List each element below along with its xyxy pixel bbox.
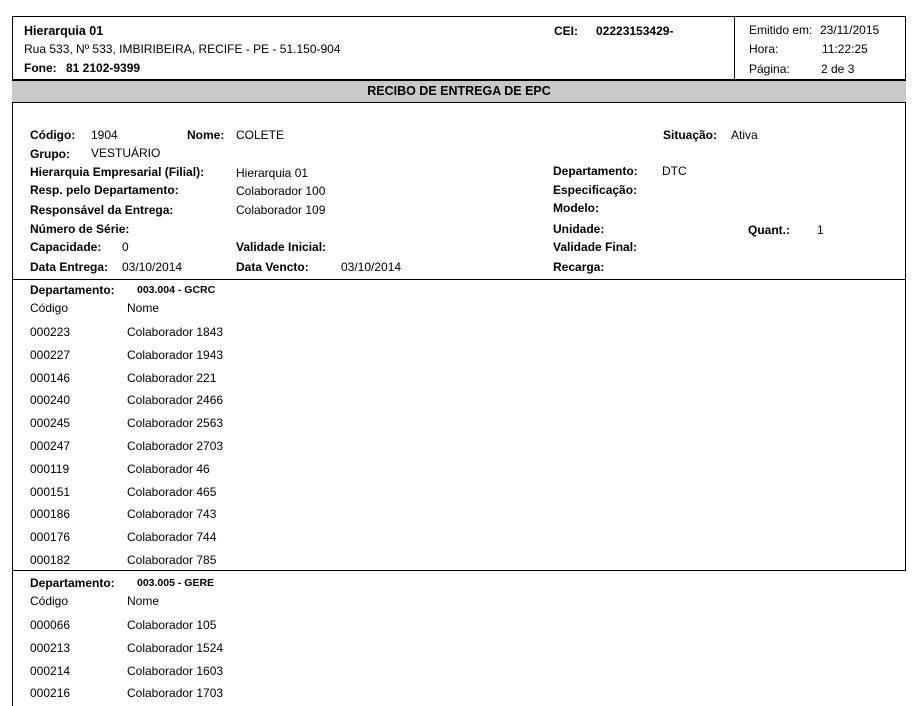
hierarquia-value: Hierarquia 01 <box>236 166 309 180</box>
phone-label: Fone: <box>24 61 57 75</box>
employee-name: Colaborador 465 <box>127 484 217 499</box>
pagina-value: 2 de 3 <box>821 62 855 76</box>
phone-value: 81 2102-9399 <box>66 61 141 75</box>
nome-label: Nome: <box>187 128 225 142</box>
employee-name: Colaborador 46 <box>127 461 210 476</box>
nome-value: COLETE <box>236 128 285 142</box>
column-header-name: Nome <box>127 301 160 315</box>
resp-depto-value: Colaborador 100 <box>236 184 326 198</box>
column-header-code: Código <box>30 301 69 315</box>
dept1-right-border <box>905 280 906 571</box>
employee-name: Colaborador 221 <box>127 370 217 385</box>
employee-name: Colaborador 2703 <box>127 439 224 453</box>
department-name: 003.005 - GERE <box>137 577 215 589</box>
employee-code: 000151 <box>30 484 71 499</box>
employee-name: Colaborador 2563 <box>127 416 224 431</box>
cei-value: 02223153429- <box>596 24 674 38</box>
employee-code: 000146 <box>30 370 71 385</box>
details-bottom-rule <box>12 279 906 280</box>
modelo-label: Modelo: <box>553 201 599 215</box>
employee-code: 000216 <box>30 686 71 701</box>
employee-code: 000213 <box>30 640 71 655</box>
report-title-bar <box>12 80 906 103</box>
data-entrega-label: Data Entrega: <box>30 260 109 274</box>
employee-name: Colaborador 105 <box>127 618 217 632</box>
employee-name: Colaborador 1524 <box>127 640 224 655</box>
hierarquia-label: Hierarquia Empresarial (Filial): <box>30 165 205 179</box>
column-header-name: Nome <box>127 594 160 608</box>
company-address: Rua 533, Nº 533, IMBIRIBEIRA, RECIFE - PE - 51.150-904 <box>24 42 341 56</box>
unidade-label: Unidade: <box>553 222 605 236</box>
employee-code: 000176 <box>30 530 71 545</box>
departamento-label: Departamento: <box>553 164 638 178</box>
employee-code: 000186 <box>30 507 71 522</box>
validade-final-label: Validade Final: <box>553 240 638 254</box>
employee-name: Colaborador 2466 <box>127 393 224 408</box>
situacao-value: Ativa <box>731 128 758 142</box>
employee-name: Colaborador 1603 <box>127 663 224 678</box>
body-left-border <box>12 103 13 706</box>
employee-code: 000214 <box>30 663 71 678</box>
recarga-label: Recarga: <box>553 260 605 274</box>
pagina-label: Página: <box>749 62 790 76</box>
resp-entrega-label: Responsável da Entrega: <box>30 203 174 217</box>
column-header-code: Código <box>30 594 69 608</box>
hora-value: 11:22:25 <box>822 42 868 56</box>
hora-label: Hora: <box>749 42 779 56</box>
data-vencto-value: 03/10/2014 <box>341 260 402 274</box>
employee-name: Colaborador 1843 <box>127 325 224 339</box>
employee-name: Colaborador 743 <box>127 507 217 522</box>
employee-code: 000240 <box>30 393 71 408</box>
header-divider <box>734 16 735 80</box>
employee-code: 000119 <box>30 461 70 476</box>
employee-code: 000245 <box>30 416 71 431</box>
grupo-label: Grupo: <box>30 147 70 161</box>
capacidade-value: 0 <box>122 240 129 254</box>
employee-name: Colaborador 744 <box>127 530 217 545</box>
validade-inicial-label: Validade Inicial: <box>236 240 327 254</box>
department-label: Departamento: <box>30 283 115 297</box>
employee-code: 000227 <box>30 347 71 362</box>
grupo-value: VESTUÁRIO <box>91 146 161 160</box>
company-name: Hierarquia 01 <box>24 24 104 38</box>
emitido-value: 23/11/2015 <box>820 23 880 37</box>
situacao-label: Situação: <box>663 128 718 142</box>
codigo-label: Código: <box>30 128 76 142</box>
employee-code: 000182 <box>30 553 71 567</box>
departamento-value: DTC <box>662 164 687 178</box>
department-name: 003.004 - GCRC <box>137 284 216 296</box>
body-right-border <box>905 103 906 280</box>
codigo-value: 1904 <box>91 128 118 142</box>
quant-value: 1 <box>817 223 824 237</box>
data-vencto-label: Data Vencto: <box>236 260 309 274</box>
capacidade-label: Capacidade: <box>30 240 102 254</box>
dept1-bottom-rule <box>12 570 906 571</box>
employee-code: 000223 <box>30 325 71 339</box>
emitido-label: Emitido em: <box>749 23 813 37</box>
quant-label: Quant.: <box>748 223 790 237</box>
employee-code: 000066 <box>30 618 71 632</box>
report-title: RECIBO DE ENTREGA DE EPC <box>367 84 551 98</box>
employee-name: Colaborador 785 <box>127 553 217 567</box>
resp-depto-label: Resp. pelo Departamento: <box>30 183 179 197</box>
data-entrega-value: 03/10/2014 <box>122 260 183 274</box>
cei-label: CEI: <box>554 24 578 38</box>
numero-serie-label: Número de Série: <box>30 222 130 236</box>
employee-code: 000247 <box>30 439 71 453</box>
resp-entrega-value: Colaborador 109 <box>236 203 326 217</box>
employee-name: Colaborador 1703 <box>127 686 224 701</box>
employee-name: Colaborador 1943 <box>127 347 224 362</box>
department-label: Departamento: <box>30 576 115 590</box>
especificacao-label: Especificação: <box>553 183 638 197</box>
